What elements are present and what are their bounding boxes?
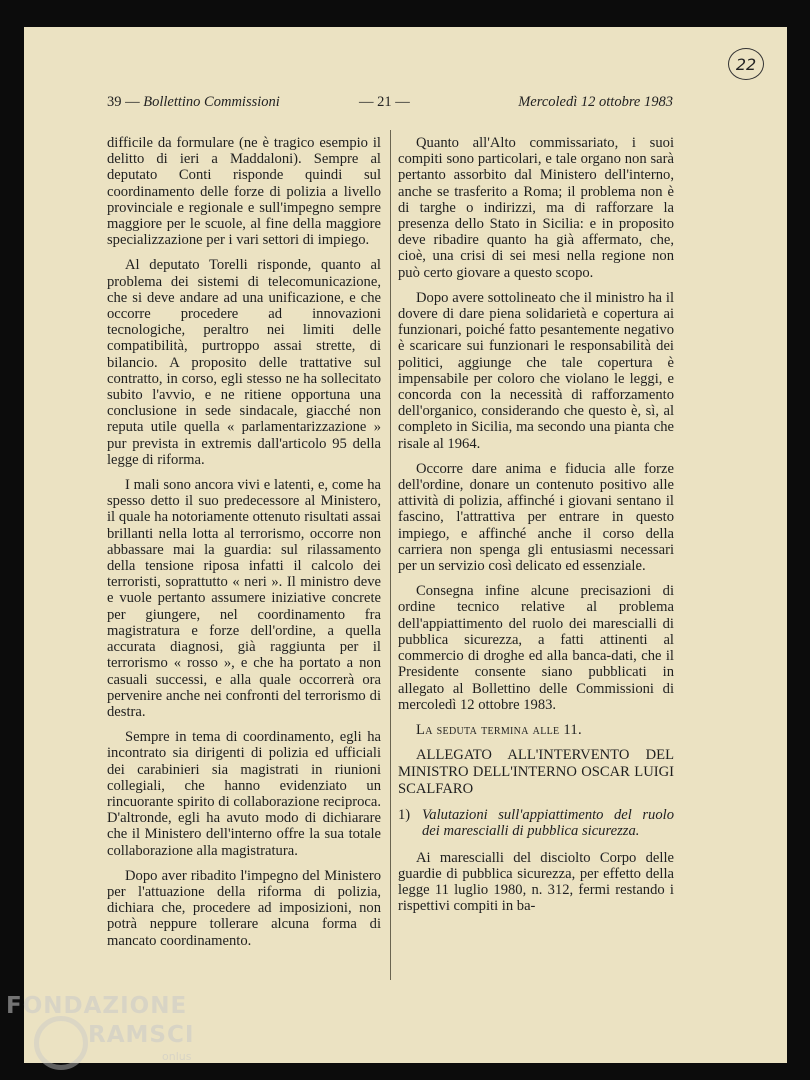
page-prefix: 39 — (107, 94, 140, 110)
publication-name: Bollettino Commissioni (143, 94, 280, 110)
seduta-line: La seduta termina alle 11. (416, 721, 582, 738)
watermark-line1: FONDAZIONE (6, 993, 188, 1019)
left-column (107, 135, 381, 958)
paragraph: Consegna infine alcune precisazioni di ordine tecnico relative al problema dell'appiattimento del ruolo dei marescialli di pubblica sicurezza, a fatti attinenti al commercio di droghe ed alla banca-dati, che il Presidente consente siano pubblicati in allegato al Bollettino delle Commissioni di mercoledì 12 ottobre 1983. (398, 583, 674, 713)
item-text: Valutazioni sull'appiattimento del ruolo dei marescialli di pubblica sicurezza. (422, 807, 674, 840)
paragraph: Sempre in tema di coordinamento, egli ha incontrato sia dirigenti di polizia ed ufficiali dei carabinieri sia magistrati in riunioni collegiali, che hanno evidenziato un rincuorante spirito di collaborazione reciproca. D'altronde, egli ha avuto modo di dichiarare che il Ministero dell'interno offre la sua totale collaborazione alla magistratura. (107, 729, 381, 859)
paragraph: difficile da formulare (ne è tragico esempio il delitto di ieri a Maddaloni). Sempre al deputato Conti risponde quindi sul coordinamento delle forze di polizia a livello provinciale e regionale e sull'impegno sempre maggiore per le scuole, al fine della maggiore specializzazione per i vari settori di impiego. (107, 135, 381, 249)
watermark-g-logo (34, 1016, 88, 1070)
paragraph: Al deputato Torelli risponde, quanto al problema dei sistemi di telecomunicazione, che si deve andare ad una unificazione, e che occorre procedere ad innovazioni tecnologiche, peraltro nei limiti delle compatibilità, purtroppo assai strette, di bilancio. A proposito delle trattative sul contratto, in corso, egli stesso ne ha sollecitato subito l'avvio, e ne ritiene opportuna una conclusione in sede sindacale, giacché non reputa utile quella « parlamentarizzazione » pur prevista in extremis dall'articolo 95 della legge di riforma. (107, 257, 381, 468)
paragraph: Dopo avere sottolineato che il ministro ha il dovere di dare piena solidarietà e copertura ai funzionari, poiché fatto pesantemente negativo è scaricare sui funzionari le responsabilità dei politici, aggiunge che tale copertura è impensabile per coloro che violano le leggi, e concorda con la necessità di rafforzamento dell'organico, considerando che questo è, sì, al completo in Sicilia, ma secondo una pianta che risale al 1964. (398, 289, 674, 452)
paragraph: Quanto all'Alto commissariato, i suoi compiti sono particolari, e tale organo non sarà pertanto assorbito dal Ministero dell'interno, anche se trasferito a Roma; il problema non è di targhe o indirizzi, ma di rafforzare la presenza dello Stato in Sicilia: e in proposito deve ribadire quanto ha già affermato, che, cioè, una crisi di sei mesi nella regione non può certo giovare a questo scopo. (398, 135, 674, 281)
item-number: 1) (398, 807, 411, 824)
paragraph: Dopo aver ribadito l'impegno del Ministero per l'attuazione della riforma di polizia, dichiara che, procedere ad imposizioni, non potrà neppure tollerare alcuna forma di mancato coordinamento. (107, 867, 381, 949)
right-column (398, 135, 674, 923)
header-left (107, 94, 280, 111)
column-divider (390, 130, 391, 980)
allegato-title: ALLEGATO ALL'INTERVENTO DEL MINISTRO DELL'INTERNO OSCAR LUIGI SCALFARO (398, 747, 674, 798)
paragraph: Ai marescialli del disciolto Corpo delle guardie di pubblica sicurezza, per effetto della legge 11 luglio 1980, n. 312, fermi restando i rispettivi compiti in ba- (398, 849, 674, 915)
watermark-line3: onlus (162, 1050, 192, 1063)
page-number: — 21 — (359, 94, 410, 110)
header-date: Mercoledì 12 ottobre 1983 (518, 94, 673, 110)
stamp-number: 22 (728, 48, 764, 80)
paragraph: Occorre dare anima e fiducia alle forze dell'ordine, donare un contenuto positivo alle attività di polizia, affinché i giovani sentano il fascino, l'attrattiva per entrare in questo impiego, e affinché anche il corso della carriera non spenga gli entusiasmi necessari per un servizio così delicato ed essenziale. (398, 460, 674, 575)
valutazioni-item (398, 807, 674, 839)
watermark-line2: RAMSCI (88, 1022, 195, 1048)
paragraph: I mali sono ancora vivi e latenti, e, come ha spesso detto il suo predecessore al Ministero, il quale ha notoriamente ottenuto risultati assai brillanti nella lotta al terrorismo, occorre non abbassare mai la guardia: sul rilassamento della tensione riposa infatti il calcolo dei terroristi, soprattutto « neri ». Il ministro deve e vuole pertanto assumere iniziative concrete per giungere, nel coordinamento fra magistratura e forze dell'ordine, a quella accurata diagnosi, già raggiunta per il terrorismo « rosso », e che ha portato a non casuali successi, e alla quale occorrerà ora pervenire anche nei confronti del terrorismo di destra. (107, 477, 381, 720)
